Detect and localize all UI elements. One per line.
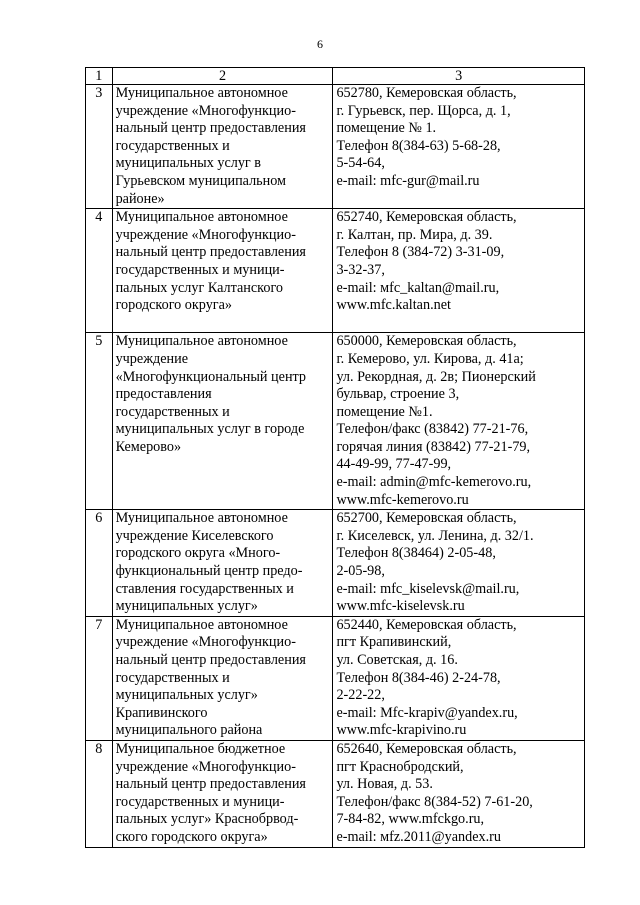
organization-name-line: Муниципальное автономное [115,510,288,527]
address-contacts-cell [333,333,585,510]
address-contacts-line: e-mail: мfc_kaltan@mail.ru, [336,279,500,296]
table-row [86,85,585,209]
address-contacts-line: Телефон 8(384-46) 2-24-78, [336,669,501,686]
address-contacts-line: www.mfc-kiselevsk.ru [336,598,465,615]
address-contacts-cell [333,616,585,740]
address-contacts-line: e-mail: admin@mfc-kemerovo.ru, [336,474,532,491]
column-header-number: 1 [86,68,113,85]
row-number-cell: 8 [86,740,113,847]
address-contacts-line: Телефон/факс 8(384-52) 7-61-20, [336,793,533,810]
organization-name-line: учреждение «Многофункцио- [115,634,296,651]
address-contacts-line: 44-49-99, 77-47-99, [336,456,452,473]
address-contacts-line: 652440, Кемеровская область, [336,616,517,633]
organization-name-line: государственных и [115,137,230,154]
address-contacts-line: e-mail: мfz.2011@yandex.ru [336,828,501,845]
organization-name-line: нальный центр предоставления [115,120,306,137]
organization-name-line: Муниципальное автономное [115,616,288,633]
address-contacts-line: 652780, Кемеровская область, [336,85,517,101]
organization-name-line: городского округа» [115,297,232,314]
address-contacts-line: г. Гурьевск, пер. Щорса, д. 1, [336,102,511,119]
row-number-cell: 5 [86,333,113,510]
organization-name-line: учреждение «Многофункцио- [115,226,296,243]
address-contacts-line: помещение № 1. [336,120,437,137]
organization-name-line: нальный центр предоставления [115,244,306,261]
address-contacts-line: 2-22-22, [336,687,385,704]
organization-name-line: ставления государственных и [115,580,294,597]
organization-name-line: Муниципальное бюджетное [115,740,286,757]
organization-name-line: нальный центр предоставления [115,652,306,668]
row-number-cell: 7 [86,616,113,740]
address-contacts-cell [333,85,585,209]
organization-name-line: учреждение [115,350,188,367]
page-number: 6 [317,37,323,51]
address-contacts-line: 2-05-98, [336,563,385,580]
organization-name-cell [112,85,333,209]
organization-name-line: муниципальных услуг» [115,687,258,704]
address-contacts-cell [333,209,585,333]
organization-name-cell [112,740,333,847]
organization-name-line: нальный центр предоставления [115,776,306,793]
organization-name-line: государственных и муници- [115,261,285,278]
mfc-registry-table [85,67,585,848]
address-contacts-cell [333,510,585,617]
organization-name-line: Кемерово» [115,438,182,455]
table-body [86,85,585,848]
address-contacts-line: пгт Краснобродский, [336,758,464,775]
address-contacts-cell [333,740,585,847]
address-contacts-line: www.mfc.kaltan.net [336,297,451,314]
organization-name-line: муниципальных услуг в [115,155,261,172]
organization-name-line: функциональный центр предо- [115,563,303,580]
table-row [86,209,585,333]
table-row [86,740,585,847]
address-contacts-line: пгт Крапивинский, [336,634,452,651]
address-contacts-line: горячая линия (83842) 77-21-79, [336,438,531,455]
address-contacts-line: e-mail: mfc-gur@mail.ru [336,172,480,189]
organization-name-line: пальных услуг Калтанского [115,279,284,296]
organization-name-line: государственных и [115,669,230,686]
address-contacts-line: г. Киселевск, ул. Ленина, д. 32/1. [336,527,534,544]
address-contacts-line: 5-54-64, [336,155,385,172]
organization-name-line: «Многофункциональный центр [115,368,307,385]
organization-name-line: муниципальных услуг» [115,598,258,615]
organization-name-cell [112,333,333,510]
organization-name-line: ского городского округа» [115,828,268,845]
table-row [86,333,585,510]
organization-name-line: Крапивинского [115,704,208,721]
organization-name-line: муниципальных услуг в городе [115,421,305,438]
organization-name-cell [112,209,333,333]
organization-name-line: учреждение Киселевского [115,527,274,544]
address-contacts-line: www.mfc-krapivino.ru [336,722,467,739]
organization-name-line: государственных и [115,403,230,420]
organization-name-cell [112,616,333,740]
organization-name-line: учреждение «Многофункцио- [115,102,296,119]
row-number-cell: 6 [86,510,113,617]
organization-name-line: государственных и муници- [115,793,285,810]
address-contacts-line: 652700, Кемеровская область, [336,510,517,527]
organization-name-line: Муниципальное автономное [115,85,288,101]
organization-name-line: районе» [115,190,165,207]
address-contacts-line: Телефон 8(38464) 2-05-48, [336,545,496,562]
organization-name-line: муниципального района [115,722,263,739]
organization-name-line: городского округа «Много- [115,545,281,562]
address-contacts-line: бульвар, строение 3, [336,386,460,403]
address-contacts-line: ул. Советская, д. 16. [336,652,458,668]
address-contacts-line: г. Калтан, пр. Мира, д. 39. [336,226,493,243]
address-contacts-line: 3-32-37, [336,261,385,278]
address-contacts-line: e-mail: mfc_kiselevsk@mail.ru, [336,580,520,597]
address-contacts-line: г. Кемерово, ул. Кирова, д. 41а; [336,350,524,367]
row-number-cell: 4 [86,209,113,333]
column-header-name: 2 [112,68,333,85]
organization-name-line: Гурьевском муниципальном [115,172,287,189]
organization-name-line: Муниципальное автономное [115,333,288,350]
address-contacts-line: www.mfc-kemerovo.ru [336,491,469,508]
organization-name-line: пальных услуг» Краснобрвод- [115,811,299,828]
table-row [86,616,585,740]
address-contacts-line: 650000, Кемеровская область, [336,333,517,350]
address-contacts-line: 652740, Кемеровская область, [336,209,517,226]
address-contacts-line: помещение №1. [336,403,433,420]
column-header-address: 3 [333,68,585,85]
address-contacts-line: Телефон 8 (384-72) 3-31-09, [336,244,505,261]
address-contacts-line: ул. Новая, д. 53. [336,776,433,793]
organization-name-line: предоставления [115,386,212,403]
organization-name-line: Муниципальное автономное [115,209,288,226]
table-header-row [86,68,585,85]
address-contacts-line [336,315,581,333]
address-contacts-line: ул. Рекордная, д. 2в; Пионерский [336,368,536,385]
address-contacts-line: e-mail: Mfc-krapiv@yandex.ru, [336,704,518,721]
address-contacts-line: 652640, Кемеровская область, [336,740,517,757]
row-number-cell: 3 [86,85,113,209]
address-contacts-line: 7-84-82, www.mfckgo.ru, [336,811,485,828]
organization-name-cell [112,510,333,617]
organization-name-line: учреждение «Многофункцио- [115,758,296,775]
address-contacts-line: Телефон 8(384-63) 5-68-28, [336,137,501,154]
address-contacts-line: Телефон/факс (83842) 77-21-76, [336,421,529,438]
table-row [86,510,585,617]
